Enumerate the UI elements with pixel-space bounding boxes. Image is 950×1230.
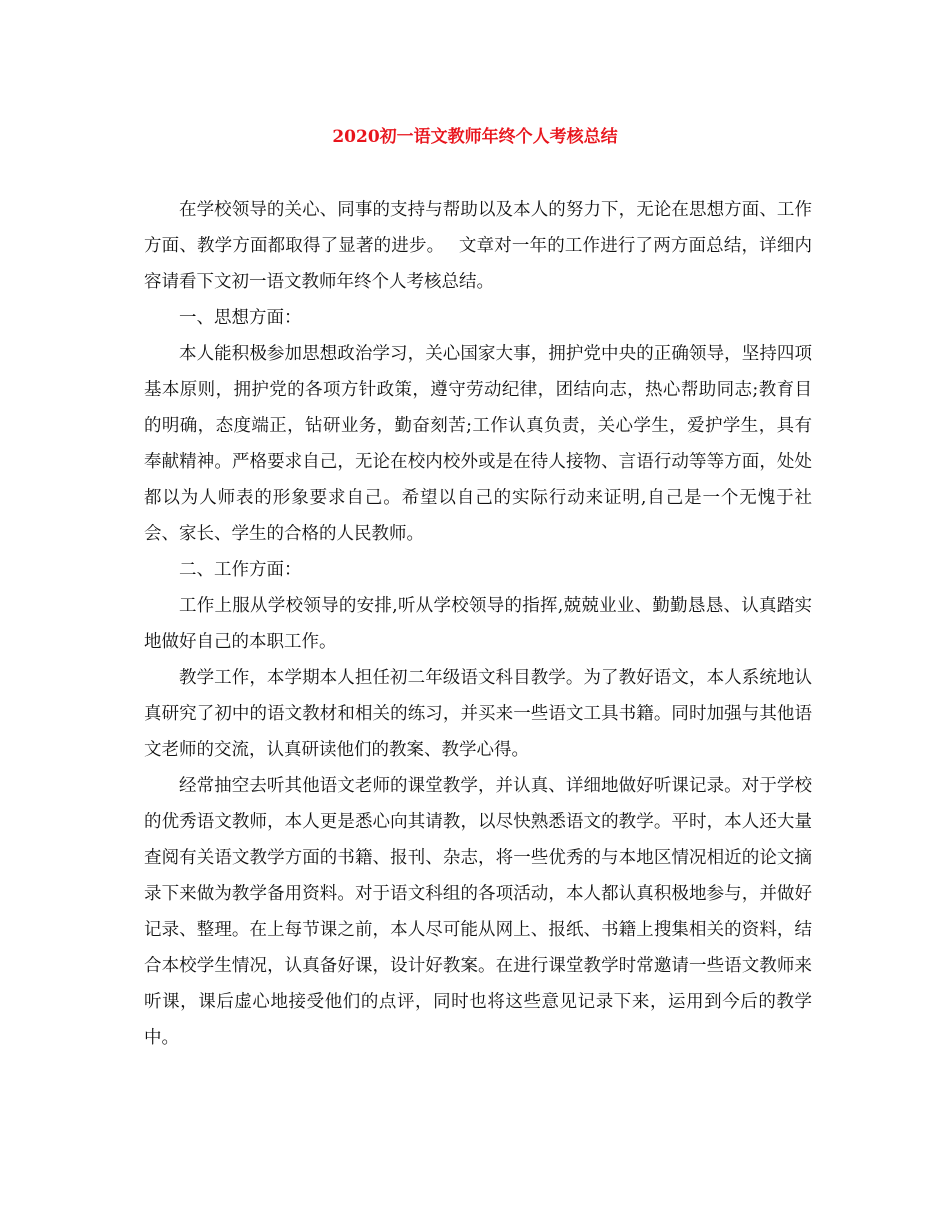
intro-paragraph: 在学校领导的关心、同事的支持与帮助以及本人的努力下，无论在思想方面、工作方面、教学方面都取得了显著的进步。 文章对一年的工作进行了两方面总结，详细内容请看下文初一语文教师年终个人考核总结。 — [144, 200, 812, 292]
thought-paragraph: 本人能积极参加思想政治学习，关心国家大事，拥护党中央的正确领导，坚持四项基本原则，拥护党的各项方针政策，遵守劳动纪律，团结向志，热心帮助同志;教育目的明确，态度端正，钻研业务，勤奋刻苦;工作认真负责，关心学生，爱护学生，具有奉献精神。严格要求自己，无论在校内校外或是在待人接物、言语行动等等方面，处处都以为人师表的形象要求自己。希望以自己的实际行动来证明,自己是一个无愧于社会、家长、学生的合格的人民教师。 — [144, 344, 812, 544]
section-heading-thought: 一、思想方面： — [179, 308, 302, 328]
work-paragraph: 工作上服从学校领导的安排,听从学校领导的指挥,兢兢业业、勤勤恳恳、认真踏实地做好自己的本职工作。 — [144, 596, 812, 652]
document-title: 2020初一语文教师年终个人考核总结 — [332, 127, 618, 147]
document-body — [144, 192, 812, 1056]
teaching-paragraph: 教学工作，本学期本人担任初二年级语文科目教学。为了教好语文，本人系统地认真研究了初中的语文教材和相关的练习，并买来一些语文工具书籍。同时加强与其他语文老师的交流，认真研读他们的教案、教学心得。 — [144, 668, 812, 760]
observation-paragraph: 经常抽空去听其他语文老师的课堂教学，并认真、详细地做好听课记录。对于学校的优秀语文教师，本人更是悉心向其请教，以尽快熟悉语文的教学。平时，本人还大量查阅有关语文教学方面的书籍、报刊、杂志，将一些优秀的与本地区情况相近的论文摘录下来做为教学备用资料。对于语文科组的各项活动，本人都认真积极地参与，并做好记录、整理。在上每节课之前，本人尽可能从网上、报纸、书籍上搜集相关的资料，结合本校学生情况，认真备好课，设计好教案。在进行课堂教学时常邀请一些语文教师来听课，课后虚心地接受他们的点评，同时也将这些意见记录下来，运用到今后的教学中。 — [144, 776, 812, 1048]
section-heading-work: 二、工作方面： — [179, 560, 302, 580]
